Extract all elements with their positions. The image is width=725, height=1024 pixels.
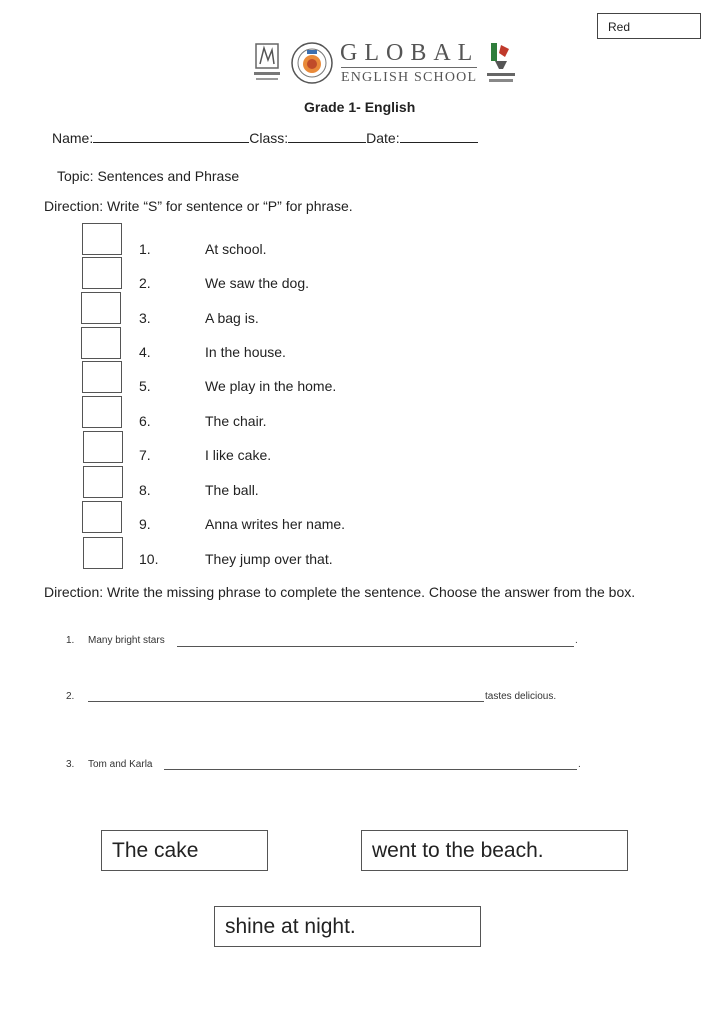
color-tag: Red: [597, 13, 701, 39]
direction-part1: Direction: Write “S” for sentence or “P” for phrase.: [44, 198, 353, 214]
student-info-row: [52, 128, 478, 146]
fill-number: 3.: [66, 759, 75, 770]
fill-line-2[interactable]: [88, 701, 484, 702]
school-subtitle: ENGLISH SCHOOL: [341, 70, 478, 85]
item-text: In the house.: [205, 344, 286, 360]
item-number: 3.: [139, 310, 151, 326]
date-label: Date:: [366, 130, 400, 146]
fill-line-3[interactable]: [164, 769, 577, 770]
answer-box-7[interactable]: [83, 431, 123, 463]
answer-box-4[interactable]: [81, 327, 121, 359]
item-number: 7.: [139, 447, 151, 463]
answer-box-2[interactable]: [82, 257, 122, 289]
item-text: We saw the dog.: [205, 275, 310, 291]
answer-choice[interactable]: went to the beach.: [361, 830, 628, 871]
global-school-seal-icon: [291, 42, 333, 84]
answer-box-9[interactable]: [82, 501, 122, 533]
item-number: 2.: [139, 275, 151, 291]
worksheet-title: Grade 1- English: [304, 99, 416, 115]
answer-box-10[interactable]: [83, 537, 123, 569]
name-label: Name:: [52, 130, 94, 146]
school-name: GLOBAL: [340, 40, 480, 66]
fill-line-1[interactable]: [177, 646, 574, 647]
item-text: A bag is.: [205, 310, 259, 326]
item-text: The chair.: [205, 413, 267, 429]
item-text: We play in the home.: [205, 378, 337, 394]
answer-choice[interactable]: shine at night.: [214, 906, 481, 947]
topic: Topic: Sentences and Phrase: [57, 168, 240, 184]
item-number: 5.: [139, 378, 151, 394]
fill-after: .: [575, 635, 578, 646]
item-number: 10.: [139, 551, 159, 567]
fill-after: tastes delicious.: [485, 691, 557, 702]
fill-number: 1.: [66, 635, 75, 646]
answer-box-8[interactable]: [83, 466, 123, 498]
item-text: At school.: [205, 241, 267, 257]
item-number: 1.: [139, 241, 151, 257]
fill-before: Tom and Karla: [88, 759, 153, 770]
direction-part2: Direction: Write the missing phrase to complete the sentence. Choose the answer from the box.: [44, 584, 636, 600]
class-label: Class:: [249, 130, 289, 146]
item-text: I like cake.: [205, 447, 272, 463]
answer-choice[interactable]: The cake: [101, 830, 268, 871]
answer-box-3[interactable]: [81, 292, 121, 324]
fill-before: Many bright stars: [88, 635, 165, 646]
item-text: Anna writes her name.: [205, 516, 346, 532]
accreditation-logo-icon: [483, 39, 519, 85]
item-number: 8.: [139, 482, 151, 498]
left-school-logo-icon: [250, 40, 284, 86]
date-blank[interactable]: [400, 128, 478, 143]
fill-number: 2.: [66, 691, 75, 702]
item-number: 9.: [139, 516, 151, 532]
item-text: They jump over that.: [205, 551, 333, 567]
brand-divider: [341, 67, 477, 68]
item-number: 6.: [139, 413, 151, 429]
answer-box-5[interactable]: [82, 361, 122, 393]
item-text: The ball.: [205, 482, 259, 498]
item-number: 4.: [139, 344, 151, 360]
answer-box-6[interactable]: [82, 396, 122, 428]
name-blank[interactable]: [93, 128, 249, 143]
answer-box-1[interactable]: [82, 223, 122, 255]
class-blank[interactable]: [288, 128, 366, 143]
fill-after: .: [578, 759, 581, 770]
